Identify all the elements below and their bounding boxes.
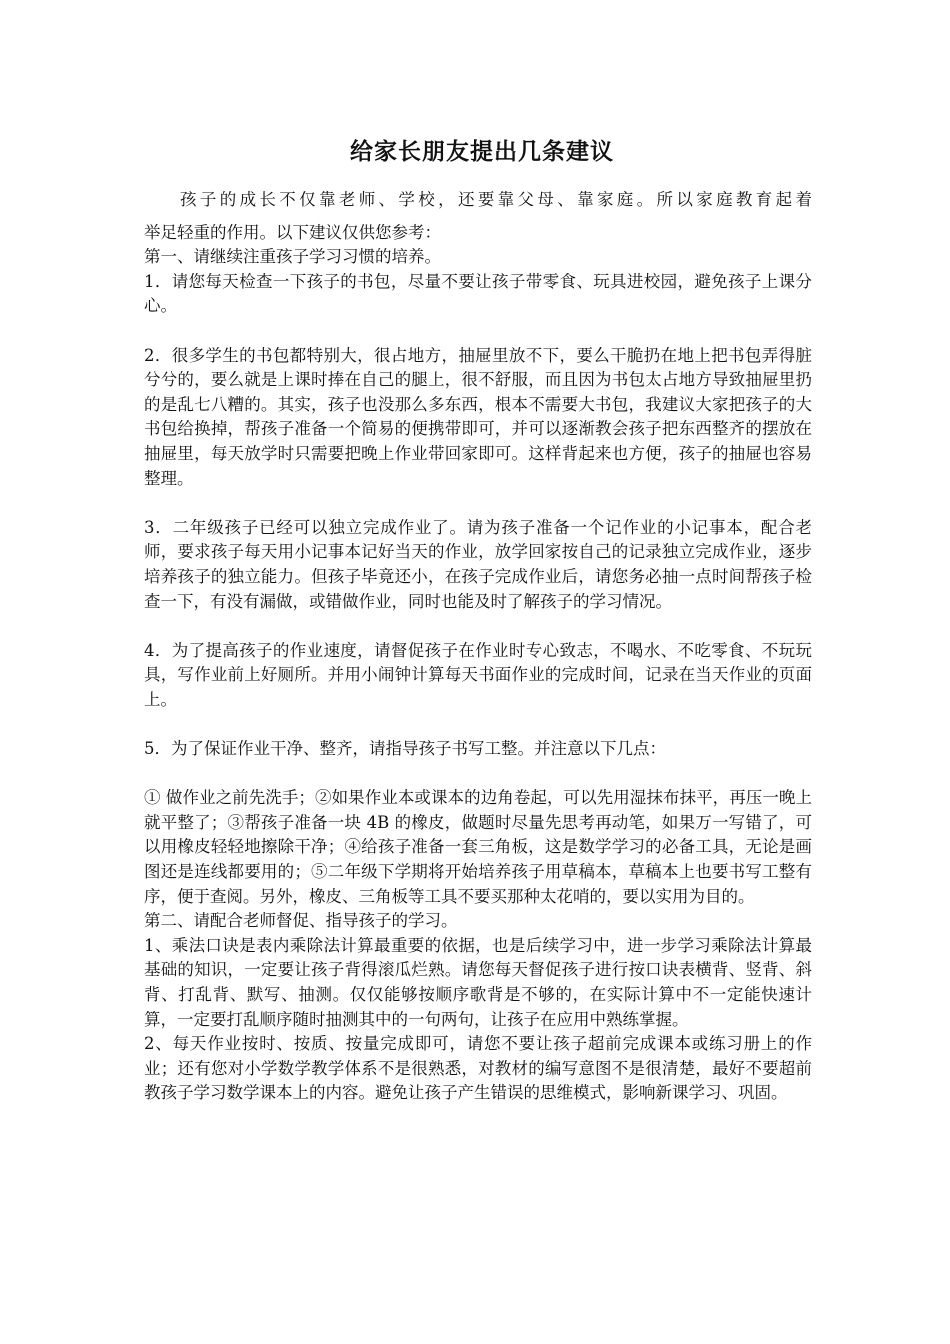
- section-1-item-3: 3．二年级孩子已经可以独立完成作业了。请为孩子准备一个记作业的小记事本，配合老师，要求孩子每天用小记事本记好当天的作业，放学回家按自己的记录独立完成作业，逐步培养孩子的独立能力。但孩子毕竟还小，在孩子完成作业后，请您务必抽一点时间帮孩子检查一下，有没有漏做，或错做作业，同时也能及时了解孩子的学习情况。: [144, 517, 812, 611]
- section-2-item-1: 1、乘法口诀是表内乘除法计算最重要的依据，也是后续学习中，进一步学习乘除法计算最基础的知识，一定要让孩子背得滚瓜烂熟。请您每天督促孩子进行按口诀表横背、竖背、斜背、打乱背、默写、抽测。仅仅能够按顺序歌背是不够的，在实际计算中不一定能快速计算，一定要打乱顺序随时抽测其中的一句两句，让孩子在应用中熟练掌握。: [144, 935, 812, 1029]
- intro-line-2: 举足轻重的作用。以下建议仅供您参考：: [144, 222, 441, 242]
- document-body: [144, 188, 812, 1106]
- section-1-item-1: 1．请您每天检查一下孩子的书包，尽量不要让孩子带零食、玩具进校园，避免孩子上课分心。: [144, 271, 812, 316]
- paragraph-gap: [144, 762, 812, 787]
- section-1-item-5-details: ① 做作业之前先洗手；②如果作业本或课本的边角卷起，可以先用湿抹布抹平，再压一晚上就平整了；③帮孩子准备一块 4B 的橡皮，做题时尽量先思考再动笔，如果万一写错了，可以用橡皮轻轻地擦除干净；④给孩子准备一套三角板，这是数学学习的必备工具，无论是画图还是连线都要用的；⑤二年级下学期将开始培养孩子用草稿本，草稿本上也要书写工整有序，便于查阅。另外，橡皮、三角板等工具不要买那种太花哨的，要以实用为目的。: [144, 788, 812, 906]
- document-title: 给家长朋友提出几条建议: [350, 138, 614, 165]
- paragraph-gap: [144, 614, 812, 639]
- paragraph-gap: [144, 712, 812, 737]
- section-1-heading: 第一、请继续注重孩子学习习惯的培养。: [144, 247, 441, 267]
- paragraph-gap: [144, 319, 812, 344]
- section-2-item-2: 2、每天作业按时、按质、按量完成即可，请您不要让孩子超前完成课本或练习册上的作业；还有您对小学数学教学体系不是很熟悉，对教材的编写意图不是很清楚，最好不要超前教孩子学习数学课本上的内容。避免让孩子产生错误的思维模式，影响新课学习、巩固。: [144, 1034, 812, 1103]
- intro-line-1: 孩子的成长不仅靠老师、学校，还要靠父母、靠家庭。所以家庭教育起着: [180, 190, 812, 209]
- paragraph-gap: [144, 491, 812, 516]
- section-2-heading: 第二、请配合老师督促、指导孩子的学习。: [144, 911, 458, 931]
- section-1-item-2: 2．很多学生的书包都特别大，很占地方，抽屉里放不下，要么干脆扔在地上把书包弄得脏兮兮的，要么就是上课时捧在自己的腿上，很不舒服，而且因为书包太占地方导致抽屉里扔的是乱七八糟的。其实，孩子也没那么多东西，根本不需要大书包，我建议大家把孩子的大书包给换掉，帮孩子准备一个简易的便携带即可，并可以逐渐教会孩子把东西整齐的摆放在抽屉里，每天放学时只需要把晚上作业带回家即可。这样背起来也方便，孩子的抽屉也容易整理。: [144, 345, 812, 488]
- section-1-item-4: 4．为了提高孩子的作业速度，请督促孩子在作业时专心致志，不喝水、不吃零食、不玩玩具，写作业前上好厕所。并用小闹钟计算每天书面作业的完成时间，记录在当天作业的页面上。: [144, 640, 812, 709]
- section-1-item-5: 5．为了保证作业干净、整齐，请指导孩子书写工整。并注意以下几点：: [144, 739, 666, 759]
